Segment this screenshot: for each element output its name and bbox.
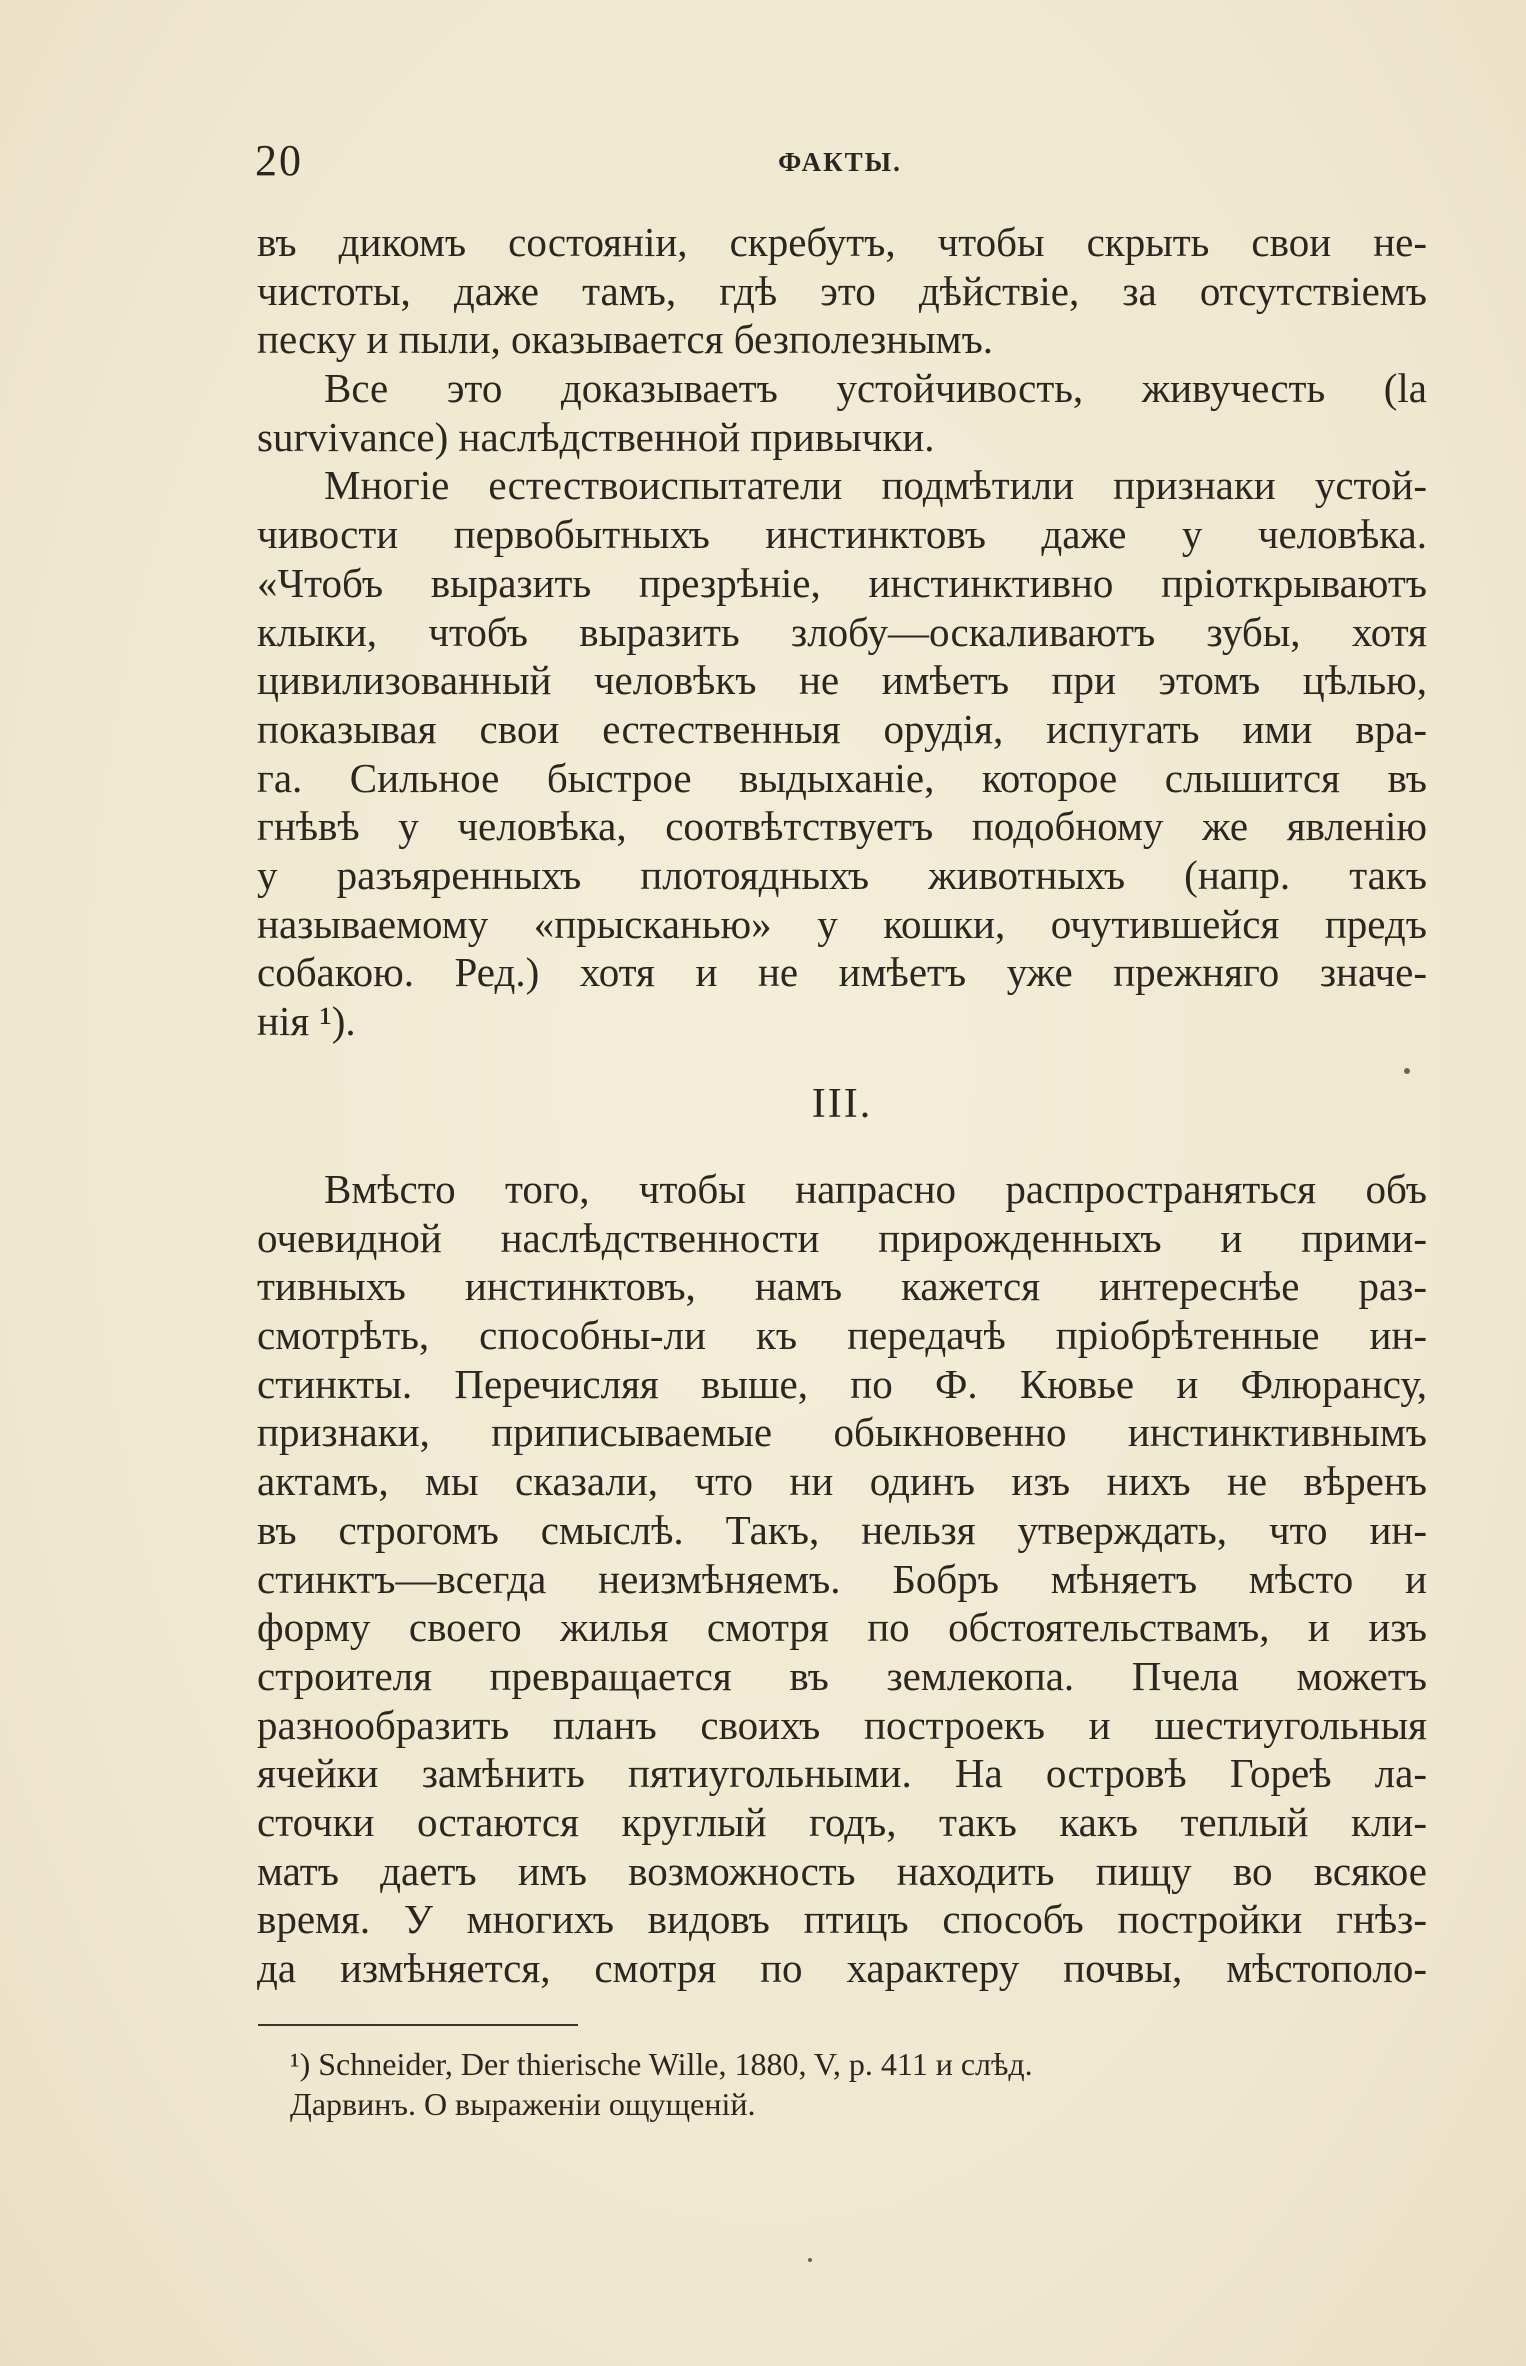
section-heading: III. [811,1081,873,1127]
text-line: очевидной наслѣдственности прирожденныхъ и прими- [257,1214,1427,1261]
footnotes [290,2044,1390,2124]
text-line: форму своего жилья смотря по обстоятельствамъ, и изъ [257,1604,1427,1651]
text-line: стинктъ—всегда неизмѣняемъ. Бобръ мѣняетъ мѣсто и [257,1555,1427,1602]
text-line: разнообразить планъ своихъ построекъ и шестиугольныя [257,1701,1427,1748]
text-line: да измѣняется, смотря по характеру почвы, мѣстополо- [257,1945,1427,1991]
text-line: клыки, чтобъ выразить злобу—оскаливаютъ зубы, хотя [257,608,1427,655]
footnote-line: ¹) Schneider, Der thierische Wille, 1880, V, p. 411 и слѣд. [290,2046,1033,2082]
text-line: строителя превращается въ землекопа. Пчела можетъ [257,1652,1427,1699]
text-line: чистоты, даже тамъ, гдѣ это дѣйствіе, за отсутствіемъ [257,267,1427,314]
body-text-bottom [257,1165,1427,1993]
text-line: сточки остаются круглый годъ, такъ какъ теплый кли- [257,1798,1427,1845]
print-speck [1404,1068,1410,1074]
text-line: нія ¹). [257,998,356,1044]
text-line: признаки, приписываемые обыкновенно инстинктивнымъ [257,1409,1427,1456]
text-line: время. У многихъ видовъ птицъ способъ постройки гнѣз- [257,1896,1427,1943]
text-line: показывая свои естественныя орудія, испугать ими вра- [257,705,1427,752]
text-line: Многіе естествоиспытатели подмѣтили признаки устой- [324,462,1427,509]
footnote-line: Дарвинъ. О выраженіи ощущеній. [290,2086,756,2122]
text-line: ячейки замѣнить пятиугольными. На островѣ Гореѣ ла- [257,1750,1427,1797]
text-line: называемому «прысканью» у кошки, очутившейся предъ [257,900,1427,947]
text-line: чивости первобытныхъ инстинктовъ даже у человѣка. [257,511,1427,558]
page-header [255,135,1425,185]
text-line: смотрѣть, способны-ли къ передачѣ пріобрѣтенные ин- [257,1312,1427,1359]
text-line: цивилизованный человѣкъ не имѣетъ при этомъ цѣлью, [257,657,1427,704]
text-line: Все это доказываетъ устойчивость, живучесть (la [324,365,1427,412]
text-line: survivance) наслѣдственной привычки. [257,413,935,460]
text-line: га. Сильное быстрое выдыханіе, которое слышится въ [257,754,1427,801]
text-line: песку и пыли, оказывается безполезнымъ. [257,316,994,363]
text-line: въ дикомъ состояніи, скребутъ, чтобы скрыть свои не- [257,219,1427,265]
text-line: стинкты. Перечисляя выше, по Ф. Кювье и Флюрансу, [257,1360,1427,1407]
text-line: матъ даетъ имъ возможность находить пищу во всякое [257,1847,1427,1894]
text-line: въ строгомъ смыслѣ. Такъ, нельзя утверждать, что ин- [257,1506,1427,1553]
running-title: ФАКТЫ. [778,147,902,177]
text-line: у разъяренныхъ плотоядныхъ животныхъ (напр. такъ [257,851,1427,898]
text-line: Вмѣсто того, чтобы напрасно распространяться объ [324,1166,1427,1212]
text-line: актамъ, мы сказали, что ни одинъ изъ нихъ не вѣренъ [257,1458,1427,1505]
print-speck [808,2258,812,2262]
text-line: тивныхъ инстинктовъ, намъ кажется интереснѣе раз- [257,1263,1427,1310]
text-line: «Чтобъ выразить презрѣніе, инстинктивно пріоткрываютъ [257,559,1427,606]
text-line: собакою. Ред.) хотя и не имѣетъ уже прежняго значе- [257,949,1427,996]
text-line: гнѣвѣ у человѣка, соотвѣтствуетъ подобному же явленію [257,803,1427,850]
footnote-divider [258,2024,578,2026]
body-text-top [257,218,1427,1046]
page-number: 20 [255,136,303,185]
